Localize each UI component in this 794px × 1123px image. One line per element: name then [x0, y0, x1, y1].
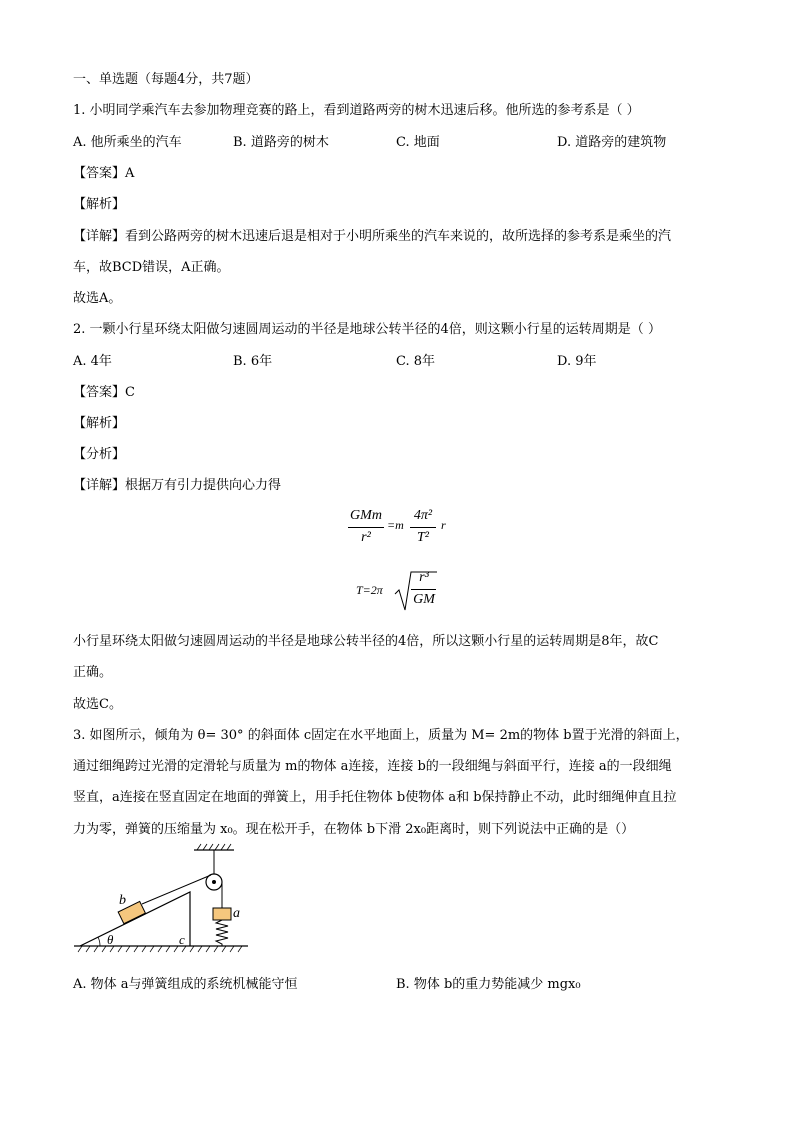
q2-stem: 2. 一颗小行星环绕太阳做匀速圆周运动的半径是地球公转半径的4倍，则这颗小行星的运转周期是（ ） [73, 322, 661, 337]
formula1-lhs-bar [348, 527, 384, 528]
q2-option-b: B. 6年 [233, 354, 273, 369]
q1-stem: 1. 小明同学乘汽车去参加物理竞赛的路上，看到道路两旁的树木迅速后移。他所选的参考系是（ ） [73, 103, 640, 118]
q2-option-a: A. 4年 [73, 354, 112, 369]
q2-analysis-label: 【解析】 [73, 416, 126, 431]
q1-conclusion: 故选A。 [73, 291, 122, 306]
q1-option-b: B. 道路旁的树木 [233, 135, 329, 150]
q1-detail-line1: 【详解】看到公路两旁的树木迅速后退是相对于小明所乘坐的汽车来说的，故所选择的参考系是乘坐的汽 [73, 229, 672, 244]
q3-line2: 通过细绳跨过光滑的定滑轮与质量为 m的物体 a连接，连接 b的一段细绳与斜面平行，连接 a的一段细绳 [73, 759, 672, 774]
formula2-numerator: r³ [419, 570, 429, 585]
q3-option-a: A. 物体 a与弹簧组成的系统机械能守恒 [73, 977, 298, 992]
q1-detail-line2: 车，故BCD错误，A正确。 [73, 260, 230, 275]
formula1-lhs-denominator: r² [361, 530, 371, 545]
q1-option-c: C. 地面 [396, 135, 440, 150]
q2-answer: 【答案】C [73, 385, 135, 400]
q2-option-c: C. 8年 [396, 354, 436, 369]
q1-answer: 【答案】A [73, 166, 135, 181]
formula1-rhs-denominator: T² [417, 530, 429, 545]
q1-analysis-label: 【解析】 [73, 197, 126, 212]
q3-line3: 竖直，a连接在竖直固定在地面的弹簧上，用手托住物体 b使物体 a和 b保持静止不动，此时细绳伸直且拉 [73, 790, 677, 805]
formula1-equals: =m [387, 518, 404, 532]
q1-option-a: A. 他所乘坐的汽车 [73, 135, 182, 150]
q2-explain-line1: 小行星环绕太阳做匀速圆周运动的半径是地球公转半径的4倍，所以这颗小行星的运转周期是8年，故C [73, 634, 659, 649]
formula1-rhs-bar [410, 527, 436, 528]
q3-line4: 力为零，弹簧的压缩量为 x₀。现在松开手，在物体 b下滑 2x₀距离时，则下列说法中正确的是（） [73, 822, 635, 837]
formula2-denominator: GM [413, 592, 435, 607]
q2-option-d: D. 9年 [557, 354, 597, 369]
formula1-rhs-numerator: 4π² [413, 508, 433, 523]
figure-label-c: c [179, 932, 185, 947]
q2-fenxi-label: 【分析】 [73, 447, 126, 462]
q2-detail: 【详解】根据万有引力提供向心力得 [73, 478, 282, 493]
formula1-lhs-numerator: GMm [350, 508, 382, 523]
figure-label-theta: θ [107, 932, 114, 947]
figure-label-a: a [233, 906, 240, 921]
q2-explain-line2: 正确。 [73, 665, 113, 680]
figure-label-b: b [119, 893, 126, 908]
q3-option-b: B. 物体 b的重力势能减少 mgx₀ [396, 977, 581, 992]
q1-option-d: D. 道路旁的建筑物 [557, 135, 667, 150]
incline-pulley-figure [70, 842, 270, 954]
formula2-bar [411, 589, 436, 590]
formula2-lhs: T=2π [356, 583, 383, 597]
section-header: 一、单选题（每题4分，共7题） [73, 72, 259, 87]
q2-conclusion: 故选C。 [73, 697, 122, 712]
q3-line1: 3. 如图所示，倾角为 θ= 30° 的斜面体 c固定在水平地面上，质量为 M= 2m的物体 b置于光滑的斜面上， [73, 728, 689, 743]
formula1-tail: r [441, 518, 446, 532]
